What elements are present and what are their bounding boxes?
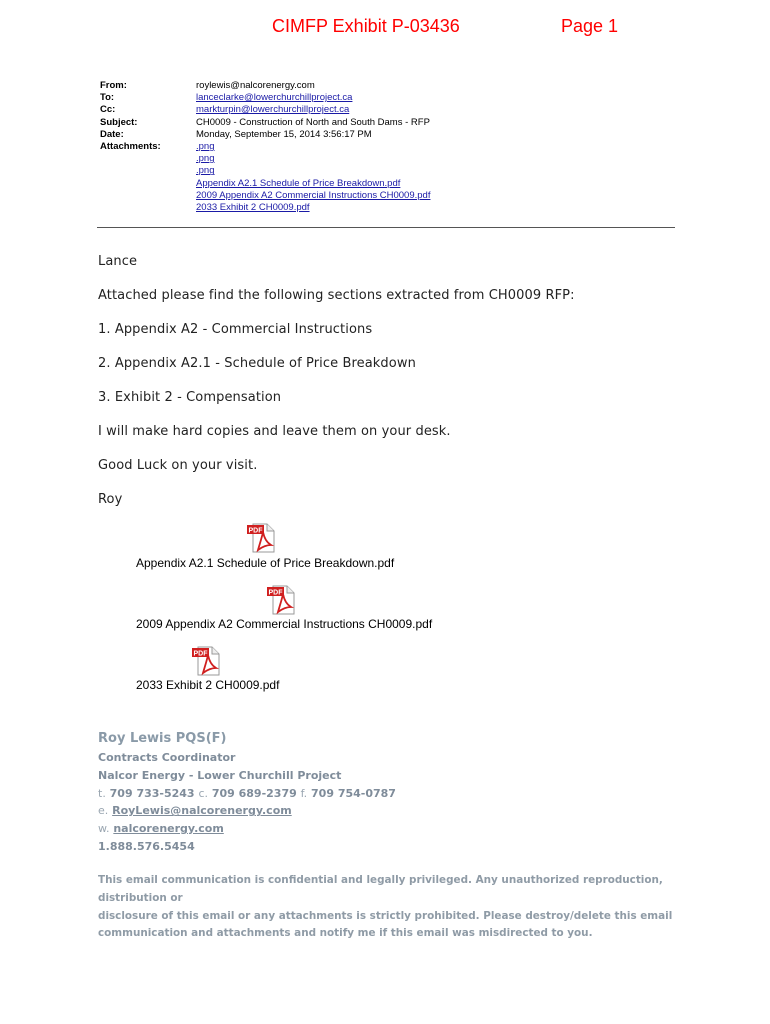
cc-label: Cc:	[100, 104, 116, 116]
cc-row	[100, 104, 430, 116]
signoff: Roy	[98, 492, 123, 507]
list-item: 3. Exhibit 2 - Compensation	[98, 390, 282, 405]
email-header-block	[100, 80, 430, 214]
disclaimer-line: This email communication is confidential and legally privileged. Any unauthorized reproduction, distribution or	[98, 874, 663, 904]
cell-label: c.	[198, 786, 208, 800]
attachment-link[interactable]: Appendix A2.1 Schedule of Price Breakdown.pdf	[196, 177, 401, 189]
phone-label: t.	[98, 786, 106, 800]
disclaimer-line: communication and attachments and notify me if this email was misdirected to you.	[98, 927, 593, 940]
date-label: Date:	[100, 128, 124, 140]
exhibit-header	[0, 16, 770, 40]
subject-label: Subject:	[100, 116, 138, 128]
subject-row	[100, 117, 430, 129]
pdf-icon-label: PDF	[193, 650, 208, 658]
from-row	[100, 80, 430, 92]
greeting: Lance	[98, 254, 138, 269]
signature-title: Contracts Coordinator	[98, 751, 236, 764]
subject-value: CH0009 - Construction of North and South Dams - RFP	[196, 116, 430, 128]
attachment-link[interactable]: .png	[196, 153, 215, 165]
signature-email-link[interactable]: RoyLewis@nalcorenergy.com	[112, 804, 292, 818]
to-label: To:	[100, 92, 115, 104]
date-row	[100, 129, 430, 141]
intro-text: Attached please find the following sections extracted from CH0009 RFP:	[98, 288, 575, 303]
disclaimer-line: disclosure of this email or any attachments is strictly prohibited. Please destroy/delete this email	[98, 909, 673, 922]
cc-link[interactable]: markturpin@lowerchurchillproject.ca	[196, 104, 350, 116]
signature-web-link[interactable]: nalcorenergy.com	[113, 822, 224, 836]
attachment-link[interactable]: 2033 Exhibit 2 CH0009.pdf	[196, 202, 310, 214]
pdf-file-icon[interactable]	[267, 585, 299, 615]
header-divider	[97, 227, 675, 228]
signature-phones	[98, 785, 396, 803]
signature-name: Roy Lewis PQS(F)	[98, 731, 227, 746]
from-label: From:	[100, 80, 127, 91]
to-row	[100, 92, 430, 104]
confidentiality-disclaimer	[98, 872, 688, 943]
fax-label: f.	[300, 786, 308, 800]
list-item: 1. Appendix A2 - Commercial Instructions	[98, 322, 373, 337]
signature-email-row	[98, 802, 396, 820]
fax-value: 709 754-0787	[311, 786, 396, 800]
email-label: e.	[98, 804, 109, 818]
embedded-attachment-name[interactable]: Appendix A2.1 Schedule of Price Breakdown.pdf	[136, 556, 395, 570]
signature-org: Nalcor Energy - Lower Churchill Project	[98, 768, 342, 782]
pdf-icon-label: PDF	[268, 589, 283, 597]
attachment-link[interactable]: 2009 Appendix A2 Commercial Instructions CH0009.pdf	[196, 189, 431, 201]
date-value: Monday, September 15, 2014 3:56:17 PM	[196, 128, 372, 140]
signature-web-row	[98, 820, 396, 838]
signature-tollfree: 1.888.576.5454	[98, 839, 195, 853]
exhibit-title: CIMFP Exhibit P-03436	[272, 16, 460, 36]
phone-value: 709 733-5243	[109, 786, 195, 800]
cell-value: 709 689-2379	[211, 786, 297, 800]
email-body	[98, 253, 575, 525]
email-signature	[98, 730, 396, 856]
embedded-attachment-name[interactable]: 2009 Appendix A2 Commercial Instructions CH0009.pdf	[136, 617, 433, 631]
attachment-link[interactable]: .png	[196, 165, 215, 177]
attachments-list	[196, 141, 430, 214]
from-value: roylewis@nalcorenergy.com	[196, 80, 315, 91]
to-link[interactable]: lanceclarke@lowerchurchillproject.ca	[196, 92, 353, 104]
page-number: Page 1	[561, 16, 619, 36]
pdf-file-icon[interactable]	[192, 646, 224, 676]
body-line: I will make hard copies and leave them on your desk.	[98, 424, 451, 439]
attachment-link[interactable]: .png	[196, 141, 215, 153]
pdf-icon-label: PDF	[248, 527, 263, 535]
embedded-attachment-name[interactable]: 2033 Exhibit 2 CH0009.pdf	[136, 678, 280, 692]
body-line: Good Luck on your visit.	[98, 458, 258, 473]
list-item: 2. Appendix A2.1 - Schedule of Price Breakdown	[98, 356, 416, 371]
web-label: w.	[98, 822, 110, 836]
attachments-label: Attachments:	[100, 141, 161, 153]
pdf-file-icon[interactable]	[247, 523, 279, 553]
attachments-row	[100, 141, 430, 214]
